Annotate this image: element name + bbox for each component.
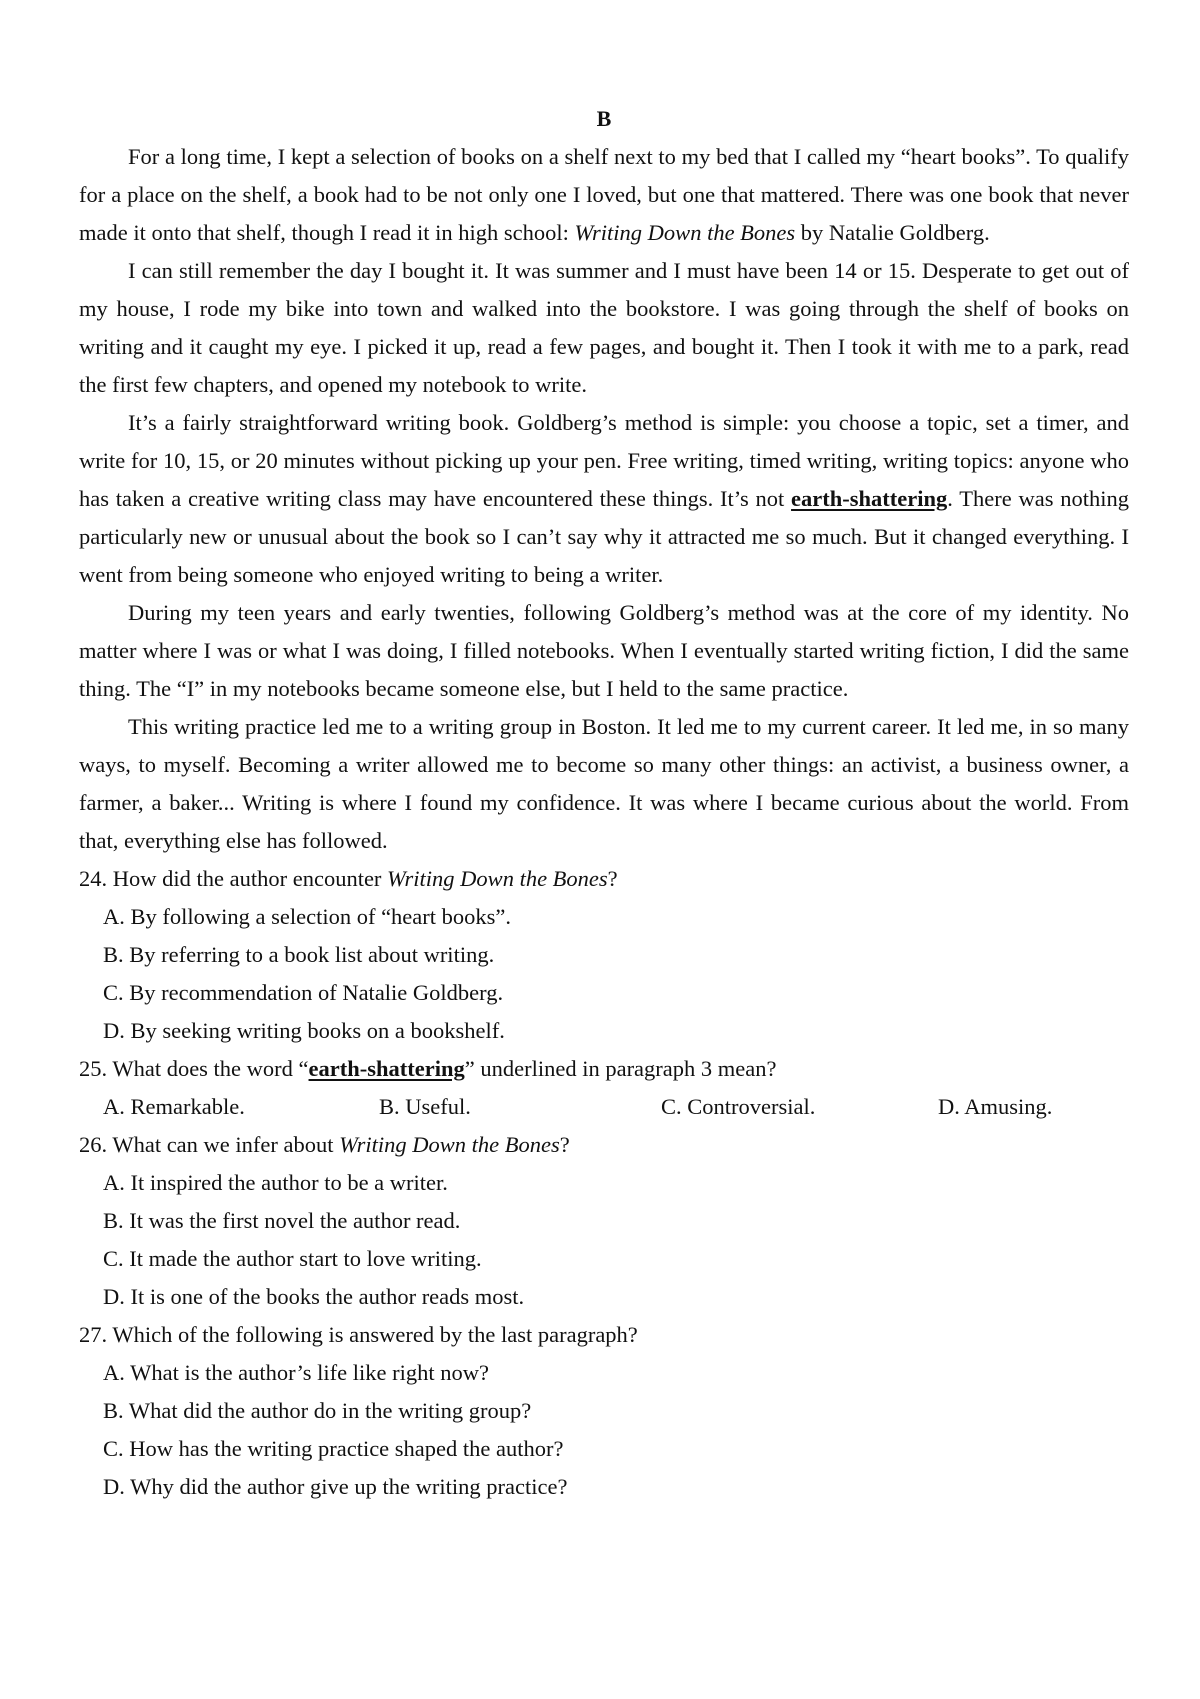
question-24-option-b: B. By referring to a book list about writing. xyxy=(103,942,495,967)
question-25-stem xyxy=(79,1050,1129,1088)
question-26-stem-text-b: ? xyxy=(559,1132,570,1157)
question-27-option-c: C. How has the writing practice shaped the author? xyxy=(103,1436,564,1461)
question-25-option-a: A. Remarkable. xyxy=(103,1094,245,1119)
question-25-options xyxy=(79,1088,1129,1126)
question-26-option-c: C. It made the author start to love writing. xyxy=(103,1246,482,1271)
paragraph-1-text-a: For a long time, I kept a selection of books on a shelf next to my bed that I called my “heart books”. To qualify for a place on the shelf, a book had to be not only one I loved, but one that mattered. There was one book that never made it onto that shelf, though I read it in high school: xyxy=(79,144,1129,245)
paragraph-3-text-a: It’s a fairly straightforward writing book. Goldberg’s method is simple: you choose a topic, set a timer, and write for 10, 15, or 20 minutes without picking up your pen. Free writing, timed writing, writing topics: anyone who has taken a creative writing class may have encountered these things. It’s not xyxy=(79,410,1129,511)
paragraph-2: I can still remember the day I bought it. It was summer and I must have been 14 or 15. Desperate to get out of my house, I rode my bike into town and walked into the bookstore. I was going through the shelf of books on writing and it caught my eye. I picked it up, read a few pages, and bought it. Then I took it with me to a park, read the first few chapters, and opened my notebook to write. xyxy=(79,258,1129,397)
reading-passage xyxy=(79,138,1129,860)
paragraph-4: During my teen years and early twenties, following Goldberg’s method was at the core of my identity. No matter where I was or what I was doing, I filled notebooks. When I eventually started writing fiction, I did the same thing. The “I” in my notebooks became someone else, but I held to the same practice. xyxy=(79,600,1129,701)
underlined-word: earth-shattering xyxy=(791,486,948,511)
question-24-stem-text-b: ? xyxy=(607,866,618,891)
question-25-option-c: C. Controversial. xyxy=(661,1094,816,1119)
question-24-book-title: Writing Down the Bones xyxy=(387,866,608,891)
question-25-underlined-word: earth-shattering xyxy=(308,1056,465,1081)
question-25-option-d: D. Amusing. xyxy=(938,1094,1053,1119)
question-26 xyxy=(79,1126,1129,1316)
question-24-stem xyxy=(79,860,1129,898)
question-26-stem xyxy=(79,1126,1129,1164)
section-title: B xyxy=(596,106,612,131)
book-title: Writing Down the Bones xyxy=(574,220,796,245)
paragraph-5: This writing practice led me to a writing group in Boston. It led me to my current career. It led me, in so many ways, to myself. Becoming a writer allowed me to become so many other things: an activist, a business owner, a farmer, a baker... Writing is where I found my confidence. It was where I became curious about the world. From that, everything else has followed. xyxy=(79,714,1129,853)
exam-page xyxy=(79,100,1129,1506)
question-26-option-b: B. It was the first novel the author read. xyxy=(103,1208,461,1233)
paragraph-1-text-b: by Natalie Goldberg. xyxy=(795,220,990,245)
question-25-option-b: B. Useful. xyxy=(379,1094,471,1119)
question-24-stem-text-a: 24. How did the author encounter xyxy=(79,866,388,891)
question-26-option-d: D. It is one of the books the author reads most. xyxy=(103,1284,525,1309)
question-26-book-title: Writing Down the Bones xyxy=(339,1132,560,1157)
paragraph-1 xyxy=(79,138,1129,252)
question-27 xyxy=(79,1316,1129,1506)
question-27-option-d: D. Why did the author give up the writing practice? xyxy=(103,1474,568,1499)
paragraph-3 xyxy=(79,404,1129,594)
question-27-option-b: B. What did the author do in the writing group? xyxy=(103,1398,532,1423)
question-25 xyxy=(79,1050,1129,1126)
question-26-stem-text-a: 26. What can we infer about xyxy=(79,1132,340,1157)
question-24-option-d: D. By seeking writing books on a bookshelf. xyxy=(103,1018,505,1043)
question-24-option-a: A. By following a selection of “heart books”. xyxy=(103,904,512,929)
question-26-option-a: A. It inspired the author to be a writer. xyxy=(103,1170,448,1195)
question-27-option-a: A. What is the author’s life like right now? xyxy=(103,1360,489,1385)
question-24-option-c: C. By recommendation of Natalie Goldberg. xyxy=(103,980,504,1005)
question-27-stem: 27. Which of the following is answered by the last paragraph? xyxy=(79,1322,638,1347)
question-25-stem-text-a: 25. What does the word “ xyxy=(79,1056,309,1081)
question-24 xyxy=(79,860,1129,1050)
paragraph-3-text-b: . There was nothing particularly new or unusual about the book so I can’t say why it attracted me so much. But it changed everything. I went from being someone who enjoyed writing to being a writer. xyxy=(79,486,1129,587)
question-25-stem-text-b: ” underlined in paragraph 3 mean? xyxy=(464,1056,777,1081)
